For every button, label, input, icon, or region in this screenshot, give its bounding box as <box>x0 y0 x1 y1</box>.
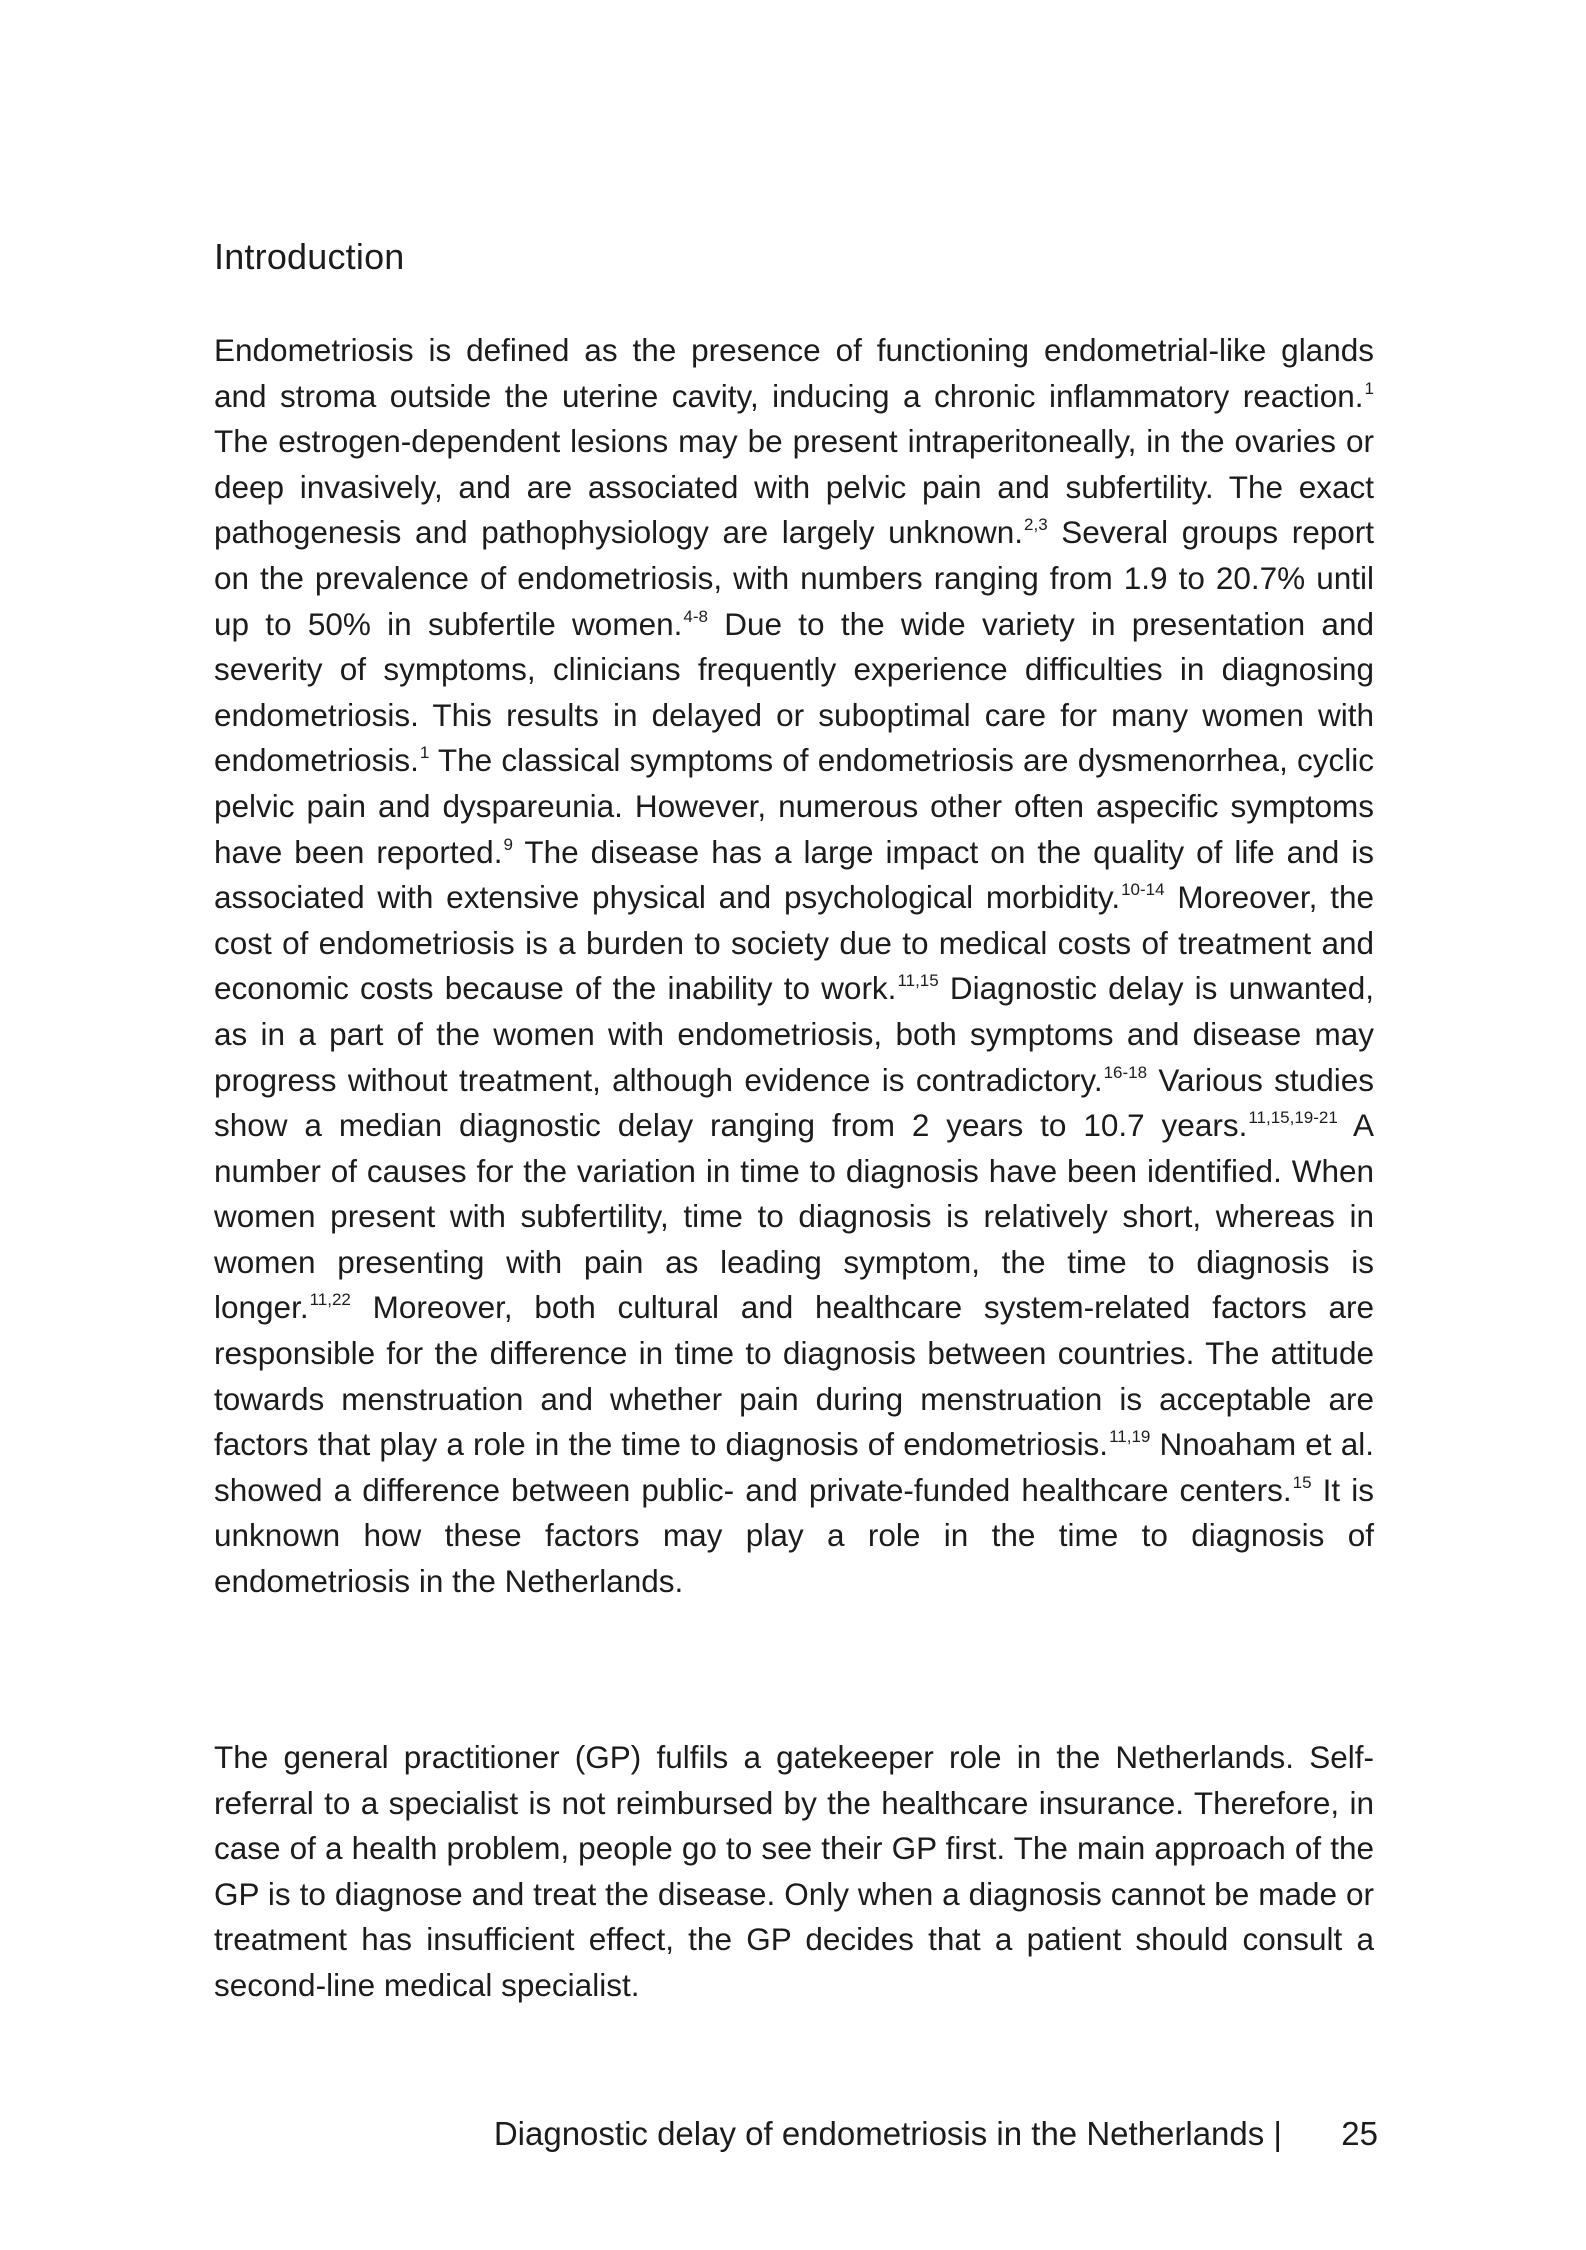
text-run: Several groups report on the prevalence of endometriosis, with numbers ranging from 1.9 to 20.7% until up to 50% in subfertile women. <box>214 514 1374 642</box>
text-run: Nnoaham et al. showed a difference between public- and private-funded healthcare centers. <box>214 1426 1374 1508</box>
citation-reference: 4-8 <box>683 606 708 626</box>
text-run: The estrogen-dependent lesions may be present intraperitoneally, in the ovaries or deep invasively, and are associated with pelvic pain and subfertility. The exact pathogenesis and pathophysiology are largely unknown. <box>214 423 1374 551</box>
citation-reference: 11,15,19-21 <box>1248 1108 1338 1128</box>
page-number: 25 <box>1341 2115 1378 2152</box>
citation-reference: 2,3 <box>1024 515 1048 535</box>
citation-reference: 11,19 <box>1109 1427 1151 1447</box>
citation-reference: 9 <box>503 834 513 854</box>
text-run: The general practitioner (GP) fulfils a gatekeeper role in the Netherlands. Self-referral to a specialist is not reimbursed by the healthcare insurance. Therefore, in case of a health problem, people go to see their GP first. The main approach of the GP is to diagnose and treat the disease. Only when a diagnosis cannot be made or treatment has insufficient effect, the GP decides that a patient should consult a second-line medical specialist. <box>214 1739 1374 2003</box>
introduction-paragraph-2 <box>214 1735 1374 2009</box>
citation-reference: 16-18 <box>1103 1062 1148 1082</box>
citation-reference: 11,22 <box>309 1290 351 1310</box>
text-run: It is unknown how these factors may play a role in the time to diagnosis of endometriosis in the Netherlands. <box>214 1471 1374 1600</box>
text-run: The disease has a large impact on the quality of life and is associated with extensive physical and psychological morbidity. <box>214 833 1374 916</box>
citation-reference: 1 <box>1364 378 1374 398</box>
text-run: A number of causes for the variation in time to diagnosis have been identified. When women present with subfertility, time to diagnosis is relatively short, whereas in women presenting with pain as leading symptom, the time to diagnosis is longer. <box>214 1107 1374 1326</box>
text-run: Moreover, both cultural and healthcare system-related factors are responsible for the difference in time to diagnosis between countries. The attitude towards menstruation and whether pain during menstruation is acceptable are factors that play a role in the time to diagnosis of endometriosis. <box>214 1289 1374 1463</box>
text-run: Endometriosis is defined as the presence of functioning endometrial-like glands and stroma outside the uterine cavity, inducing a chronic inflammatory reaction. <box>214 332 1374 414</box>
citation-reference: 11,15 <box>897 971 939 991</box>
section-heading: Introduction <box>214 236 405 277</box>
text-run: Diagnostic delay is unwanted, as in a part of the women with endometriosis, both symptoms and disease may progress without treatment, although evidence is contradictory. <box>214 970 1374 1098</box>
text-run: Various studies show a median diagnostic delay ranging from 2 years to 10.7 years. <box>214 1061 1374 1144</box>
text-run: Due to the wide variety in presentation and severity of symptoms, clinicians frequently experience difficulties in diagnosing endometriosis. This results in delayed or suboptimal care for many women with endometriosis. <box>214 605 1374 779</box>
citation-reference: 10-14 <box>1121 880 1165 900</box>
text-run: Moreover, the cost of endometriosis is a burden to society due to medical costs of treatment and economic costs because of the inability to work. <box>214 879 1374 1007</box>
text-run: The classical symptoms of endometriosis are dysmenorrhea, cyclic pelvic pain and dyspareunia. However, numerous other often aspecific symptoms have been reported. <box>214 742 1374 870</box>
introduction-paragraph-1 <box>214 328 1374 1605</box>
citation-reference: 1 <box>419 743 430 763</box>
citation-reference: 15 <box>1292 1472 1312 1492</box>
running-title: Diagnostic delay of endometriosis in the Netherlands | <box>493 2115 1282 2152</box>
